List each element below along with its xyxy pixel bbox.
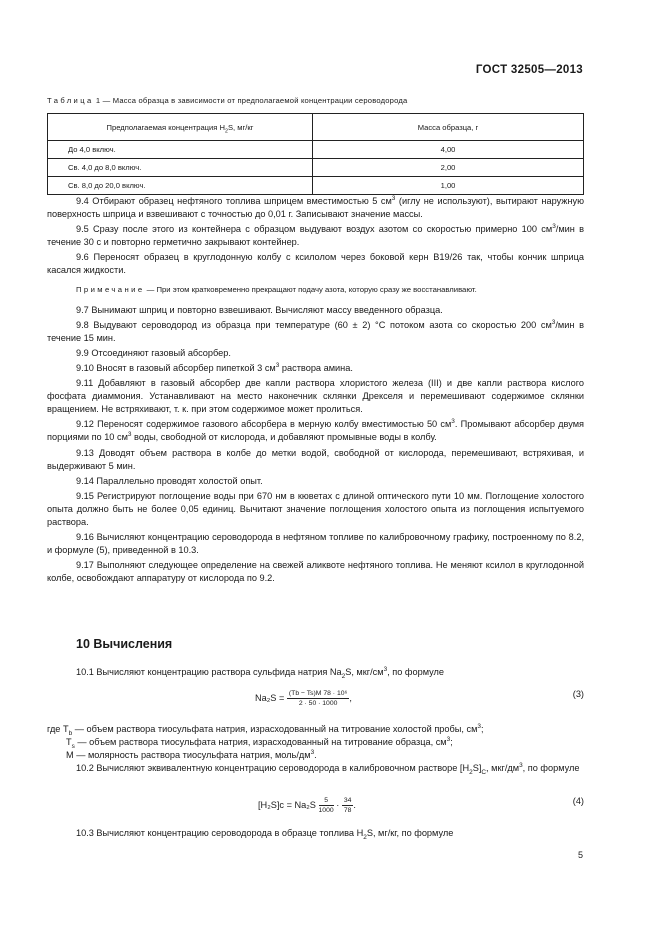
note: Примечание — При этом кратковременно прекращают подачу азота, которую сразу же восстанавливают. <box>76 284 477 294</box>
paragraph-9-13: 9.13 Доводят объем раствора в колбе до метки водой, свободной от кислорода, перемешивают, встряхивая, и выдерживают 5 мин. <box>47 447 584 471</box>
table-cell-mass: 4,00 <box>313 141 584 159</box>
paragraph-10-1: 10.1 Вычисляют концентрацию раствора сульфида натрия $Na_2S$, мкг/$см^3$, по формуле <box>76 665 444 680</box>
formula-4: [H₂S]c = Na₂S $\frac{5}{1000}$ · $\frac{34}{78}$ . <box>258 797 356 814</box>
table-cell-mass: 2,00 <box>313 159 584 177</box>
table-cell-range: До 4,0 включ. <box>48 141 313 159</box>
table-header-concentration: Предполагаемая концентрация $H_2S$, мг/кг <box>48 114 313 141</box>
paragraph-9-12: 9.12 Переносят содержимое газового абсорбера в мерную колбу вместимостью 50 $см^3$. Промывают абсорбер двумя порциями по 10 $см^3$ воды, свободной от кислорода, и добавляют промывные воды в колбу. <box>47 418 584 443</box>
paragraph-10-2: 10.2 Вычисляют эквивалентную концентрацию сероводорода в калибровочном растворе $[H_2S]_C$, мкг/$дм^3$, по формуле <box>76 761 580 776</box>
paragraph-9-10: 9.10 Вносят в газовый абсорбер пипеткой 3 $см^3$ раствора амина. <box>76 361 353 373</box>
table-cell-range: Св. 8,0 до 20,0 включ. <box>48 177 313 195</box>
paragraph-9-5: 9.5 Сразу после этого из контейнера с образцом выдувают воздух азотом со скоростью примерно 100 $см^3$/мин в течение 30 с и повторно герметично закрывают контейнер. <box>47 223 584 248</box>
table-caption-text: 1 — Масса образца в зависимости от предполагаемой концентрации сероводорода <box>93 96 408 105</box>
table-cell-range: Св. 4,0 до 8,0 включ. <box>48 159 313 177</box>
page-number: 5 <box>577 850 583 860</box>
formula-3-legend <box>47 723 584 775</box>
paragraph-9-17: 9.17 Выполняют следующее определение на свежей аликвоте нефтяного топлива. Не меняют ксилол в круглодонной колбе, освобождают аппаратуру от кислорода по 9.2. <box>47 560 584 584</box>
table-cell-mass: 1,00 <box>313 177 584 195</box>
table-row <box>48 159 584 177</box>
paragraph-9-16: 9.16 Вычисляют концентрацию сероводорода в нефтяном топливе по калибровочному графику, построенному по 8.2, и формуле (5), приведенной в 10.3. <box>47 532 584 556</box>
legend-ts: $T_s$ — объем раствора тиосульфата натрия, израсходованный на титрование образца, $см^3$; <box>66 735 453 750</box>
procedure-text <box>47 195 584 585</box>
table-row <box>48 177 584 195</box>
paragraph-9-4: 9.4 Отбирают образец нефтяного топлива шприцем вместимостью 5 $см^3$ (иглу не используют), вытирают наружную поверхность шприца и взвешивают с точностью до 0,01 г. Записывают значение массы. <box>47 194 584 220</box>
paragraph-9-15: 9.15 Регистрируют поглощение воды при 670 нм в кюветах с длиной оптического пути 10 мм. Поглощение холостого опыта должно быть не более 0,05 единиц. Вычитают значение поглощения холостого опыта из поглощения испытуемого раствора. <box>47 490 584 527</box>
paragraph-9-6: 9.6 Переносят образец в круглодонную колбу с ксилолом через боковой керн В19/26 так, чтобы кончик шприца касался жидкости. <box>47 252 584 276</box>
section-title: 10 Вычисления <box>76 637 173 651</box>
formula-number-3: (3) <box>572 689 584 699</box>
legend-m: M — молярность раствора тиосульфата натрия, моль/$дм^3$. <box>66 748 317 760</box>
formula-3: Na₂S = $\frac{\text{(Tb − Ts)M 78 · 10⁶}}{2 \cdot 50 \cdot 1000}$ , <box>255 690 352 707</box>
paragraph-9-14: 9.14 Параллельно проводят холостой опыт. <box>76 475 263 486</box>
legend-tb: где $T_b$ — объем раствора тиосульфата натрия, израсходованный на титрование холостой пробы, $см^3$; <box>47 722 484 737</box>
table-header-mass: Масса образца, г <box>313 114 584 141</box>
standard-number: ГОСТ 32505—2013 <box>475 64 583 76</box>
paragraph-9-7: 9.7 Вынимают шприц и повторно взвешивают. Вычисляют массу введенного образца. <box>76 304 443 315</box>
paragraph-9-11: 9.11 Добавляют в газовый абсорбер две капли раствора хлористого железа (III) и две капли раствора кислого фосфата диаммония. Устанавливают на место наконечник склянки Дрекселя и перемешивают содержимое склянки вращением. Не встряхивают, т. к. при этом содержимое может пролиться. <box>47 378 584 415</box>
mass-table <box>47 113 584 195</box>
table-row <box>48 141 584 159</box>
paragraph-9-9: 9.9 Отсоединяют газовый абсорбер. <box>76 347 231 358</box>
table-caption-label: Таблица <box>47 96 94 105</box>
table-header-row <box>48 114 584 141</box>
paragraph-10-3: 10.3 Вычисляют концентрацию сероводорода в образце топлива $H_2S$, мг/кг, по формуле <box>76 828 454 841</box>
paragraph-9-8: 9.8 Выдувают сероводород из образца при температуре (60 ± 2) °С потоком азота со скоростью 200 $см^3$/мин в течение 15 мин. <box>47 318 584 343</box>
formula-number-4: (4) <box>572 796 584 806</box>
table-caption <box>47 96 407 105</box>
